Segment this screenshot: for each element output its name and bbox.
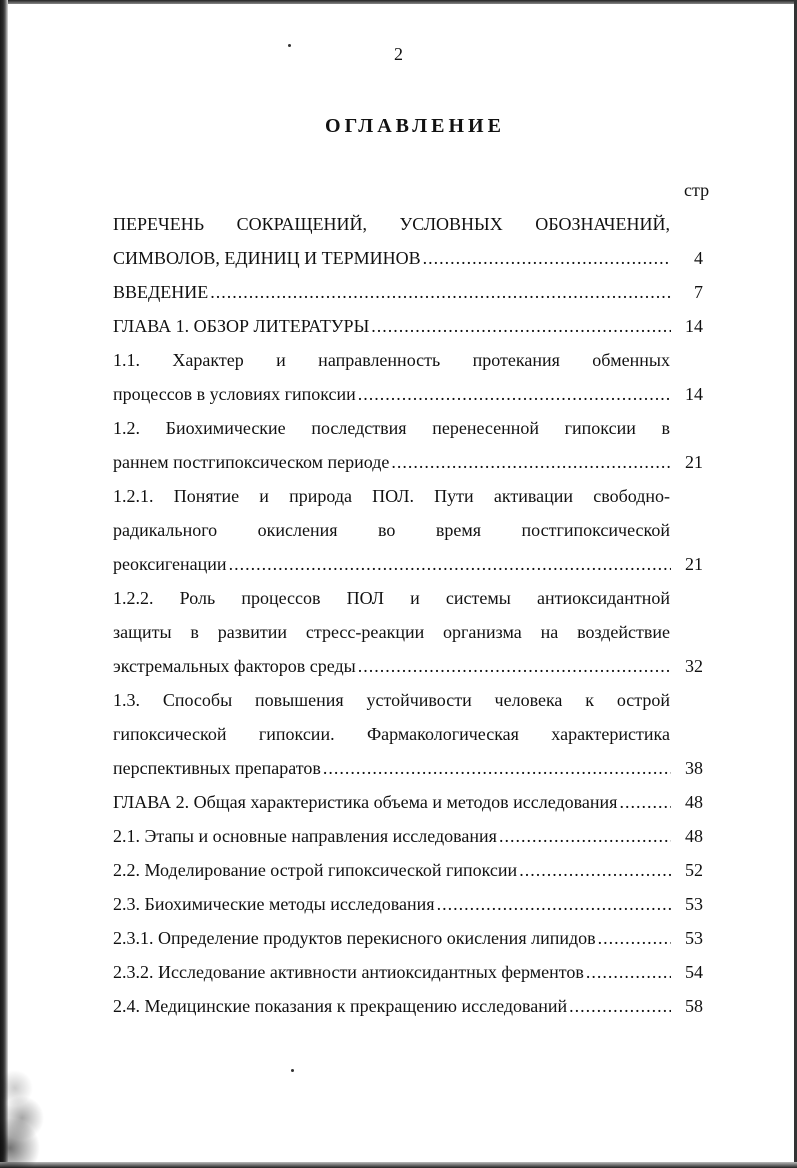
dot-leader (391, 445, 671, 479)
dot-leader (423, 241, 671, 275)
toc-entry-title: 2.3.2. Исследование активности антиоксидантных ферментов (113, 962, 584, 982)
toc-entry-title: 2.3. Биохимические методы исследования (113, 894, 435, 914)
toc-entry-page-number: 53 (685, 928, 703, 948)
toc-entry[interactable] (113, 955, 703, 989)
toc-entry-title: реоксигенации (113, 554, 227, 574)
dot-leader (358, 649, 671, 683)
toc-entry-title: ГЛАВА 1. ОБЗОР ЛИТЕРАТУРЫ (113, 316, 370, 336)
page-number: 2 (394, 44, 403, 64)
toc-entry-last-line (113, 241, 703, 275)
toc-entry-title: 2.2. Моделирование острой гипоксической гипоксии (113, 860, 518, 880)
dot-leader (598, 921, 671, 955)
scan-speck (291, 1069, 294, 1072)
toc-entry-page-number: 7 (694, 282, 703, 302)
toc-entry-text-line: 1.2. Биохимические последствия перенесенной гипоксии в (113, 418, 670, 438)
toc-entry-title: 2.3.1. Определение продуктов перекисного окисления липидов (113, 928, 596, 948)
toc-entry[interactable] (113, 479, 703, 581)
scan-corner-shadow (0, 1028, 60, 1168)
toc-entry-page-number: 14 (685, 316, 703, 336)
toc-entry-text-line: ПЕРЕЧЕНЬ СОКРАЩЕНИЙ, УСЛОВНЫХ ОБОЗНАЧЕНИЙ, (113, 214, 670, 234)
dot-leader (358, 377, 671, 411)
toc-entry[interactable] (113, 411, 703, 479)
toc-entry-last-line (113, 853, 703, 887)
scan-border-left (0, 0, 8, 1168)
dot-leader (569, 989, 671, 1023)
toc-entry-page-number: 58 (685, 996, 703, 1016)
dot-leader (519, 853, 671, 887)
toc-entry-last-line (113, 921, 703, 955)
toc-entry[interactable] (113, 207, 703, 275)
toc-entry-text-line: 1.3. Способы повышения устойчивости человека к острой (113, 690, 670, 710)
toc-entry-title: экстремальных факторов среды (113, 656, 356, 676)
toc-entry[interactable] (113, 581, 703, 683)
scan-border-bottom (0, 1162, 797, 1168)
page-column-label: стр (684, 180, 710, 200)
toc-entry-title: раннем постгипоксическом периоде (113, 452, 390, 472)
table-of-contents (113, 207, 703, 1023)
toc-entry-page-number: 48 (685, 826, 703, 846)
dot-leader (323, 751, 671, 785)
toc-entry-last-line (113, 649, 703, 683)
toc-entry-title: ГЛАВА 2. Общая характеристика объема и методов исследования (113, 792, 618, 812)
toc-entry-text-line: 1.2.1. Понятие и природа ПОЛ. Пути активации свободно- (113, 486, 670, 506)
toc-entry-page-number: 21 (685, 554, 703, 574)
toc-entry-last-line (113, 377, 703, 411)
toc-entry-last-line (113, 819, 703, 853)
toc-entry-last-line (113, 445, 703, 479)
dot-leader (499, 819, 671, 853)
toc-entry[interactable] (113, 683, 703, 785)
toc-entry-page-number: 4 (694, 248, 703, 268)
toc-entry-text-line: радикального окисления во время постгипоксической (113, 520, 670, 540)
toc-entry[interactable] (113, 989, 703, 1023)
toc-entry-last-line (113, 887, 703, 921)
toc-entry-last-line (113, 309, 703, 343)
scan-border-top (0, 0, 797, 4)
toc-entry-page-number: 32 (685, 656, 703, 676)
toc-entry-title: 2.1. Этапы и основные направления исследования (113, 826, 497, 846)
toc-entry[interactable] (113, 785, 703, 819)
toc-entry-title: ВВЕДЕНИЕ (113, 282, 209, 302)
dot-leader (229, 547, 671, 581)
toc-entry-last-line (113, 547, 703, 581)
dot-leader (586, 955, 671, 989)
toc-entry-title: процессов в условиях гипоксии (113, 384, 356, 404)
toc-entry-last-line (113, 751, 703, 785)
toc-entry-text-line: защиты в развитии стресс-реакции организма на воздействие (113, 622, 670, 642)
dot-leader (210, 275, 671, 309)
toc-entry-last-line (113, 785, 703, 819)
toc-entry-title: перспективных препаратов (113, 758, 321, 778)
dot-leader (619, 785, 671, 819)
toc-entry[interactable] (113, 275, 703, 309)
toc-entry-text-line: 1.2.2. Роль процессов ПОЛ и системы антиоксидантной (113, 588, 670, 608)
dot-leader (437, 887, 671, 921)
toc-entry-page-number: 14 (685, 384, 703, 404)
toc-entry-last-line (113, 955, 703, 989)
toc-entry-title: СИМВОЛОВ, ЕДИНИЦ И ТЕРМИНОВ (113, 248, 421, 268)
toc-entry-title: 2.4. Медицинские показания к прекращению исследований (113, 996, 568, 1016)
toc-entry-last-line (113, 989, 703, 1023)
toc-entry-text-line: 1.1. Характер и направленность протекания обменных (113, 350, 670, 370)
toc-entry-page-number: 38 (685, 758, 703, 778)
toc-entry-text-line: гипоксической гипоксии. Фармакологическая характеристика (113, 724, 670, 744)
toc-entry-page-number: 54 (685, 962, 703, 982)
toc-entry[interactable] (113, 853, 703, 887)
dot-leader (371, 309, 671, 343)
toc-entry[interactable] (113, 887, 703, 921)
toc-entry-page-number: 48 (685, 792, 703, 812)
toc-entry-last-line (113, 275, 703, 309)
toc-entry[interactable] (113, 819, 703, 853)
page-title: ОГЛАВЛЕНИЕ (325, 115, 505, 137)
toc-entry[interactable] (113, 921, 703, 955)
toc-entry[interactable] (113, 343, 703, 411)
toc-entry-page-number: 52 (685, 860, 703, 880)
toc-entry-page-number: 53 (685, 894, 703, 914)
toc-entry[interactable] (113, 309, 703, 343)
toc-entry-page-number: 21 (685, 452, 703, 472)
